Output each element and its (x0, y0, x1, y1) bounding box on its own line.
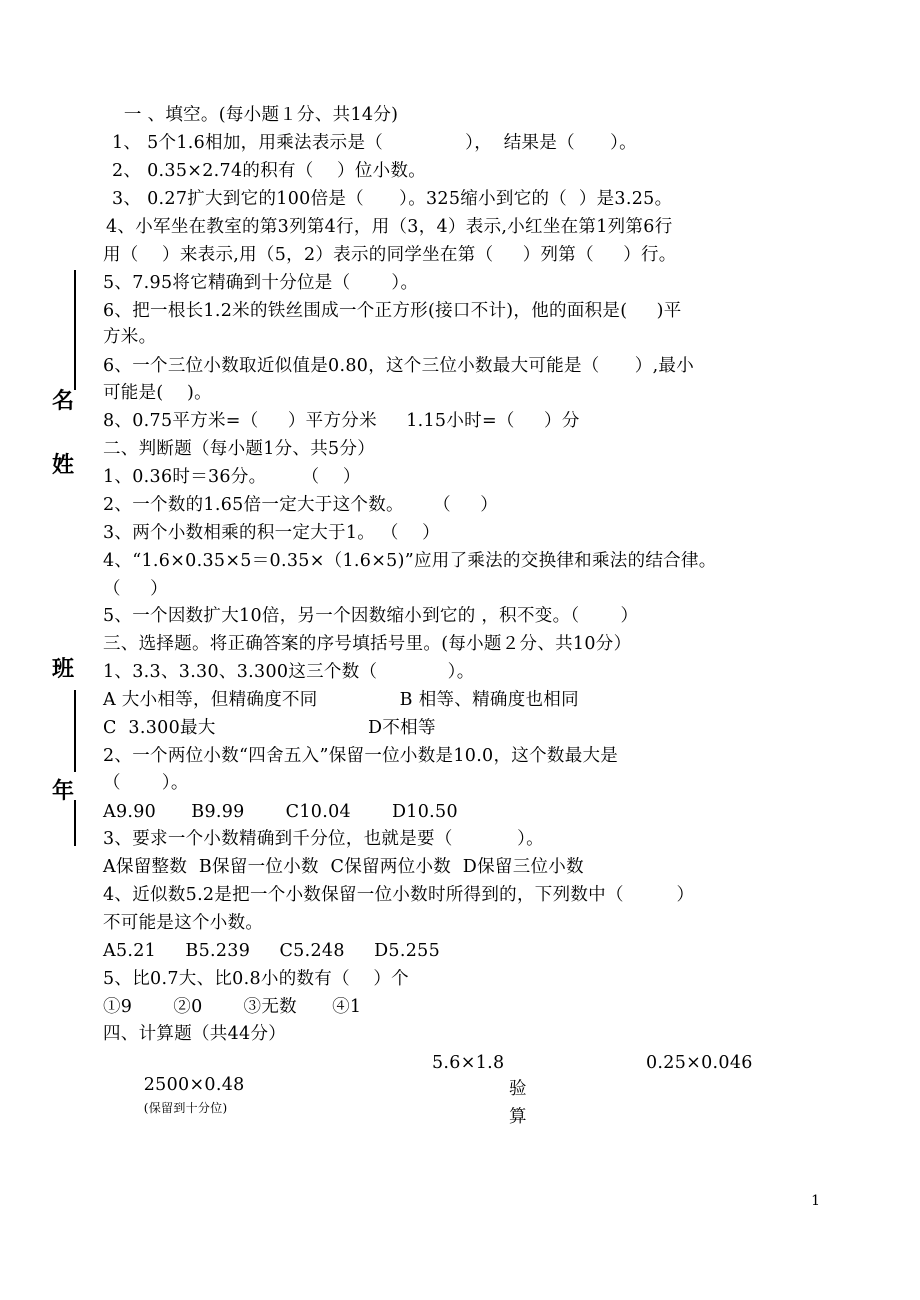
check-label-1: 验 (509, 1079, 527, 1099)
q3-3-options: A保留整数 B保留一位小数 C保留两位小数 D保留三位小数 (103, 857, 584, 877)
q1-7a: 6、一个三位小数取近似值是0.80，这个三位小数最大可能是（ ）,最小 (103, 356, 695, 376)
q2-2: 2、一个数的1.65倍一定大于这个数。 （ ） (103, 495, 499, 515)
q3-4-options: A5.21 B5.239 C5.248 D5.255 (103, 941, 441, 961)
q1-2: 2、 0.35×2.74的积有（ ）位小数。 (112, 161, 427, 181)
calc-item-1 (132, 1052, 245, 1119)
section1-heading: 一 、填空。(每小题１分、共14分) (118, 105, 399, 125)
q1-8: 8、0.75平方米=（ ）平方分米 1.15小时=（ ）分 (103, 411, 580, 431)
section2-heading: 二、判断题（每小题1分、共5分） (103, 439, 376, 459)
q1-4a: 4、小军坐在教室的第3列第4行，用（3，4）表示,小红坐在第1列第6行 (106, 217, 673, 237)
q3-1-options-ab: A 大小相等，但精确度不同 B 相等、精确度也相同 (103, 690, 579, 710)
q1-1: 1、 5个1.6相加，用乘法表示是（ ）， 结果是（ ）。 (112, 133, 637, 153)
name-underline (74, 270, 76, 390)
grade-underline (74, 800, 76, 846)
grade-label-char: 年 (52, 779, 75, 804)
q3-5: 5、比0.7大、比0.8小的数有（ ）个 (103, 969, 409, 989)
q2-5: 5、一个因数扩大10倍，另一个因数缩小到它的 ，积不变。（ ） (103, 606, 639, 626)
q3-5-options: ①9 ②0 ③无数 ④1 (103, 997, 362, 1017)
q1-6b: 方米。 (103, 327, 157, 347)
q1-7b: 可能是( )。 (103, 383, 212, 403)
class-underline (74, 690, 76, 772)
name-label-char2: 名 (52, 389, 75, 414)
calc-item-3: 0.25×0.046 (646, 1053, 753, 1073)
q2-1: 1、0.36时＝36分。 （ ） (103, 467, 361, 487)
section3-heading: 三、选择题。将正确答案的序号填括号里。(每小题２分、共10分） (103, 634, 632, 654)
class-label-char: 班 (52, 657, 75, 682)
page-number: 1 (811, 1193, 820, 1209)
q3-2a: 2、一个两位小数“四舍五入”保留一位小数是10.0，这个数最大是 (103, 746, 619, 766)
q1-3: 3、 0.27扩大到它的100倍是（ ）。325缩小到它的（ ）是3.25。 (112, 189, 673, 209)
calc-item-2: 5.6×1.8 (432, 1053, 505, 1073)
q2-4a: 4、“1.6×0.35×5＝0.35×（1.6×5)”应用了乘法的交换律和乘法的结合律。 (103, 551, 717, 571)
q3-1: 1、3.3、3.30、3.300这三个数（ ）。 (103, 662, 475, 682)
q3-4b: 不可能是这个小数。 (103, 913, 264, 933)
q3-4a: 4、近似数5.2是把一个小数保留一位小数时所得到的，下列数中（ ） (103, 885, 695, 905)
check-label-2: 算 (509, 1107, 527, 1127)
q3-2b: （ ）。 (103, 773, 189, 793)
calc-item-1-expr: 2500×0.48 (143, 1075, 245, 1095)
calc-item-1-note: (保留到十分位) (143, 1101, 228, 1115)
q3-3: 3、要求一个小数精确到千分位，也就是要（ ）。 (103, 829, 544, 849)
q1-5: 5、7.95将它精确到十分位是（ ）。 (103, 273, 419, 293)
q3-1-options-cd: C 3.300最大 D不相等 (103, 718, 436, 738)
q1-6a: 6、把一根长1.2米的铁丝围成一个正方形(接口不计)，他的面积是( )平 (103, 301, 682, 321)
q2-3: 3、两个小数相乘的积一定大于1。 （ ） (103, 523, 440, 543)
q1-4b: 用（ ）来表示,用（5，2）表示的同学坐在第（ ）列第（ ）行。 (103, 245, 677, 265)
q2-4b: （ ） (103, 579, 168, 599)
name-label-char1: 姓 (52, 453, 75, 478)
section4-heading: 四、计算题（共44分） (103, 1024, 287, 1044)
q3-2-options: A9.90 B9.99 C10.04 D10.50 (103, 802, 458, 822)
